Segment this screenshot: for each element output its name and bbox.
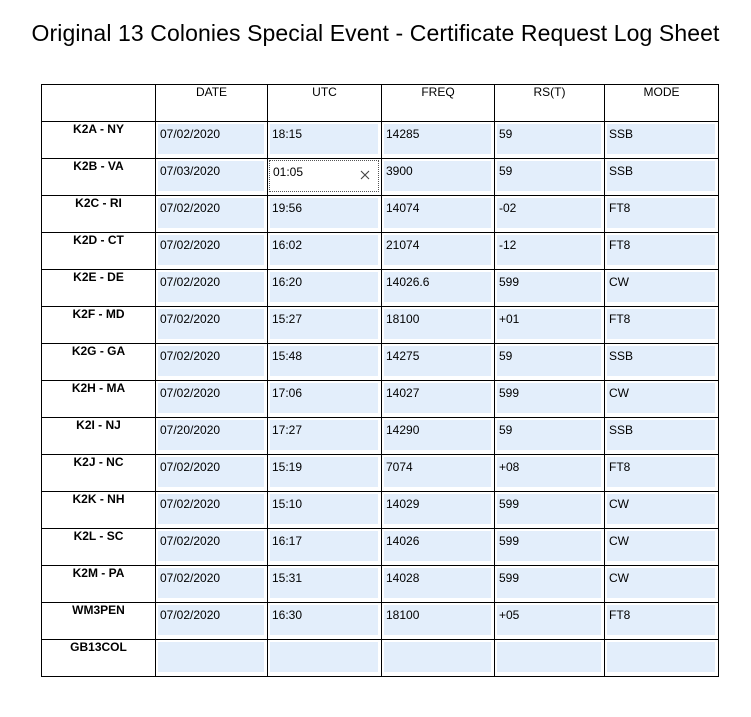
freq-value: 7074 bbox=[386, 460, 413, 474]
date-value: 07/02/2020 bbox=[160, 238, 221, 252]
date-cell bbox=[156, 603, 268, 640]
table-row bbox=[42, 233, 719, 270]
date-value: 07/02/2020 bbox=[160, 312, 221, 326]
log-table bbox=[41, 84, 719, 677]
rst-value: 599 bbox=[499, 571, 520, 585]
table-row bbox=[42, 640, 719, 677]
column-header-freq: FREQ bbox=[382, 85, 495, 122]
mode-field[interactable] bbox=[607, 531, 715, 561]
freq-cell bbox=[382, 566, 495, 603]
station-callsign: K2K - NH bbox=[42, 492, 156, 529]
date-field[interactable] bbox=[158, 309, 264, 339]
utc-field[interactable] bbox=[270, 309, 378, 339]
utc-cell bbox=[268, 307, 382, 344]
header-row bbox=[42, 85, 719, 122]
freq-cell bbox=[382, 122, 495, 159]
freq-field[interactable] bbox=[384, 383, 491, 413]
mode-field[interactable] bbox=[607, 568, 715, 598]
utc-field[interactable] bbox=[270, 420, 378, 450]
freq-cell bbox=[382, 381, 495, 418]
utc-value: 17:27 bbox=[272, 423, 303, 437]
station-callsign: K2F - MD bbox=[42, 307, 156, 344]
rst-cell bbox=[495, 122, 605, 159]
freq-field[interactable] bbox=[384, 531, 491, 561]
utc-value: 15:27 bbox=[272, 312, 303, 326]
utc-value: 18:15 bbox=[272, 127, 303, 141]
freq-field[interactable] bbox=[384, 124, 491, 154]
utc-field[interactable] bbox=[270, 272, 378, 302]
freq-field[interactable] bbox=[384, 198, 491, 228]
utc-cell bbox=[268, 566, 382, 603]
rst-value: +01 bbox=[499, 312, 520, 326]
date-cell bbox=[156, 307, 268, 344]
date-cell bbox=[156, 122, 268, 159]
utc-field[interactable] bbox=[270, 568, 378, 598]
freq-cell bbox=[382, 159, 495, 196]
table-row bbox=[42, 381, 719, 418]
table-row bbox=[42, 492, 719, 529]
utc-field[interactable] bbox=[270, 383, 378, 413]
table-row bbox=[42, 455, 719, 492]
mode-field[interactable] bbox=[607, 198, 715, 228]
mode-field[interactable] bbox=[607, 161, 715, 191]
rst-cell bbox=[495, 529, 605, 566]
rst-cell bbox=[495, 381, 605, 418]
rst-field[interactable] bbox=[497, 124, 601, 154]
date-value: 07/02/2020 bbox=[160, 349, 221, 363]
date-field[interactable] bbox=[158, 161, 264, 191]
rst-field[interactable] bbox=[497, 457, 601, 487]
station-callsign: K2L - SC bbox=[42, 529, 156, 566]
freq-cell bbox=[382, 529, 495, 566]
freq-cell bbox=[382, 455, 495, 492]
freq-value: 14026.6 bbox=[386, 275, 430, 289]
date-value: 07/02/2020 bbox=[160, 497, 221, 511]
rst-cell bbox=[495, 344, 605, 381]
table-row bbox=[42, 603, 719, 640]
utc-field[interactable] bbox=[270, 124, 378, 154]
mode-field[interactable] bbox=[607, 457, 715, 487]
utc-cell bbox=[268, 344, 382, 381]
utc-value: 16:20 bbox=[272, 275, 303, 289]
freq-field[interactable] bbox=[384, 605, 491, 635]
date-cell bbox=[156, 640, 268, 677]
freq-value: 14026 bbox=[386, 534, 420, 548]
column-header-rst: RS(T) bbox=[495, 85, 605, 122]
table-row bbox=[42, 566, 719, 603]
rst-field[interactable] bbox=[497, 235, 601, 265]
rst-cell bbox=[495, 455, 605, 492]
station-callsign: K2E - DE bbox=[42, 270, 156, 307]
utc-value: 01:05 bbox=[273, 165, 304, 179]
rst-field[interactable] bbox=[497, 605, 601, 635]
rst-cell bbox=[495, 418, 605, 455]
mode-value: SSB bbox=[609, 127, 634, 141]
mode-cell bbox=[605, 492, 719, 529]
mode-value: CW bbox=[609, 386, 629, 400]
utc-cell bbox=[268, 529, 382, 566]
rst-field[interactable] bbox=[497, 531, 601, 561]
utc-value: 15:19 bbox=[272, 460, 303, 474]
mode-value: CW bbox=[609, 275, 629, 289]
utc-value: 16:17 bbox=[272, 534, 303, 548]
date-field[interactable] bbox=[158, 124, 264, 154]
rst-value: 599 bbox=[499, 534, 520, 548]
rst-field[interactable] bbox=[497, 161, 601, 191]
freq-value: 14028 bbox=[386, 571, 420, 585]
freq-cell bbox=[382, 492, 495, 529]
date-field[interactable] bbox=[158, 494, 264, 524]
mode-cell bbox=[605, 418, 719, 455]
utc-value: 15:10 bbox=[272, 497, 303, 511]
mode-cell bbox=[605, 455, 719, 492]
rst-value: -02 bbox=[499, 201, 517, 215]
freq-value: 14074 bbox=[386, 201, 420, 215]
utc-value: 17:06 bbox=[272, 386, 303, 400]
mode-value: CW bbox=[609, 534, 629, 548]
date-cell bbox=[156, 566, 268, 603]
rst-value: 59 bbox=[499, 127, 513, 141]
date-field[interactable] bbox=[158, 531, 264, 561]
freq-value: 18100 bbox=[386, 608, 420, 622]
utc-cell bbox=[268, 122, 382, 159]
mode-cell bbox=[605, 566, 719, 603]
freq-value: 21074 bbox=[386, 238, 420, 252]
mode-value: SSB bbox=[609, 349, 634, 363]
mode-cell bbox=[605, 196, 719, 233]
rst-value: +08 bbox=[499, 460, 520, 474]
table-row bbox=[42, 159, 719, 196]
station-callsign: K2M - PA bbox=[42, 566, 156, 603]
date-value: 07/20/2020 bbox=[160, 423, 221, 437]
utc-field[interactable] bbox=[270, 346, 378, 376]
freq-field[interactable] bbox=[384, 235, 491, 265]
date-field[interactable] bbox=[158, 272, 264, 302]
date-field[interactable] bbox=[158, 605, 264, 635]
rst-value: +05 bbox=[499, 608, 520, 622]
freq-cell bbox=[382, 418, 495, 455]
close-icon[interactable] bbox=[360, 170, 370, 180]
column-header-station bbox=[42, 85, 156, 122]
rst-field[interactable] bbox=[497, 420, 601, 450]
date-cell bbox=[156, 159, 268, 196]
freq-field[interactable] bbox=[384, 161, 491, 191]
utc-field[interactable] bbox=[270, 605, 378, 635]
table-row bbox=[42, 529, 719, 566]
station-callsign: WM3PEN bbox=[42, 603, 156, 640]
mode-cell bbox=[605, 381, 719, 418]
date-cell bbox=[156, 455, 268, 492]
date-cell bbox=[156, 270, 268, 307]
rst-value: 599 bbox=[499, 275, 520, 289]
mode-value: FT8 bbox=[609, 238, 631, 252]
mode-cell bbox=[605, 233, 719, 270]
utc-cell bbox=[268, 492, 382, 529]
date-value: 07/02/2020 bbox=[160, 534, 221, 548]
page-title: Original 13 Colonies Special Event - Certificate Request Log Sheet bbox=[31, 20, 720, 46]
utc-field[interactable] bbox=[270, 642, 378, 672]
rst-field[interactable] bbox=[497, 568, 601, 598]
freq-field[interactable] bbox=[384, 494, 491, 524]
station-callsign: K2J - NC bbox=[42, 455, 156, 492]
rst-cell bbox=[495, 270, 605, 307]
mode-value: SSB bbox=[609, 164, 634, 178]
date-value: 07/02/2020 bbox=[160, 386, 221, 400]
mode-value: FT8 bbox=[609, 460, 631, 474]
freq-field[interactable] bbox=[384, 568, 491, 598]
rst-field[interactable] bbox=[497, 272, 601, 302]
freq-cell bbox=[382, 196, 495, 233]
rst-cell bbox=[495, 492, 605, 529]
date-cell bbox=[156, 492, 268, 529]
utc-cell bbox=[268, 603, 382, 640]
station-callsign: K2C - RI bbox=[42, 196, 156, 233]
date-value: 07/02/2020 bbox=[160, 201, 221, 215]
freq-cell bbox=[382, 270, 495, 307]
utc-value: 16:02 bbox=[272, 238, 303, 252]
table-row bbox=[42, 122, 719, 159]
station-callsign: K2B - VA bbox=[42, 159, 156, 196]
station-callsign: GB13COL bbox=[42, 640, 156, 677]
rst-cell bbox=[495, 196, 605, 233]
mode-field[interactable] bbox=[607, 494, 715, 524]
utc-cell bbox=[268, 418, 382, 455]
freq-cell bbox=[382, 307, 495, 344]
mode-field[interactable] bbox=[607, 272, 715, 302]
station-callsign: K2I - NJ bbox=[42, 418, 156, 455]
rst-cell bbox=[495, 233, 605, 270]
mode-value: FT8 bbox=[609, 608, 631, 622]
freq-value: 18100 bbox=[386, 312, 420, 326]
date-cell bbox=[156, 196, 268, 233]
date-field[interactable] bbox=[158, 235, 264, 265]
rst-value: 59 bbox=[499, 349, 513, 363]
mode-field[interactable] bbox=[607, 605, 715, 635]
freq-field[interactable] bbox=[384, 420, 491, 450]
mode-value: SSB bbox=[609, 423, 634, 437]
utc-cell bbox=[268, 196, 382, 233]
mode-field[interactable] bbox=[607, 235, 715, 265]
rst-cell bbox=[495, 640, 605, 677]
mode-cell bbox=[605, 529, 719, 566]
freq-field[interactable] bbox=[384, 457, 491, 487]
utc-field[interactable] bbox=[270, 494, 378, 524]
date-value: 07/03/2020 bbox=[160, 164, 221, 178]
mode-cell bbox=[605, 603, 719, 640]
utc-cell bbox=[268, 270, 382, 307]
date-cell bbox=[156, 529, 268, 566]
mode-field[interactable] bbox=[607, 346, 715, 376]
rst-field[interactable] bbox=[497, 198, 601, 228]
date-cell bbox=[156, 418, 268, 455]
date-value: 07/02/2020 bbox=[160, 460, 221, 474]
mode-cell bbox=[605, 344, 719, 381]
freq-value: 14275 bbox=[386, 349, 420, 363]
utc-cell bbox=[268, 233, 382, 270]
freq-value: 14290 bbox=[386, 423, 420, 437]
column-header-utc: UTC bbox=[268, 85, 382, 122]
date-value: 07/02/2020 bbox=[160, 571, 221, 585]
rst-value: 59 bbox=[499, 164, 513, 178]
rst-cell bbox=[495, 566, 605, 603]
utc-value: 16:30 bbox=[272, 608, 303, 622]
mode-cell bbox=[605, 307, 719, 344]
freq-field[interactable] bbox=[384, 346, 491, 376]
utc-value: 15:31 bbox=[272, 571, 303, 585]
mode-field[interactable] bbox=[607, 309, 715, 339]
rst-field[interactable] bbox=[497, 346, 601, 376]
utc-field[interactable] bbox=[270, 457, 378, 487]
station-callsign: K2D - CT bbox=[42, 233, 156, 270]
mode-value: FT8 bbox=[609, 201, 631, 215]
rst-field[interactable] bbox=[497, 309, 601, 339]
rst-cell bbox=[495, 307, 605, 344]
date-field[interactable] bbox=[158, 383, 264, 413]
rst-field[interactable] bbox=[497, 494, 601, 524]
mode-value: FT8 bbox=[609, 312, 631, 326]
freq-value: 14029 bbox=[386, 497, 420, 511]
mode-field[interactable] bbox=[607, 420, 715, 450]
utc-field[interactable] bbox=[269, 160, 379, 192]
rst-value: 599 bbox=[499, 386, 520, 400]
station-callsign: K2G - GA bbox=[42, 344, 156, 381]
date-field[interactable] bbox=[158, 642, 264, 672]
utc-field[interactable] bbox=[270, 531, 378, 561]
freq-value: 14285 bbox=[386, 127, 420, 141]
rst-value: 599 bbox=[499, 497, 520, 511]
freq-field[interactable] bbox=[384, 642, 491, 672]
mode-cell bbox=[605, 640, 719, 677]
freq-cell bbox=[382, 640, 495, 677]
rst-field[interactable] bbox=[497, 383, 601, 413]
mode-cell bbox=[605, 270, 719, 307]
freq-value: 3900 bbox=[386, 164, 413, 178]
column-header-date: DATE bbox=[156, 85, 268, 122]
date-field[interactable] bbox=[158, 568, 264, 598]
column-header-mode: MODE bbox=[605, 85, 719, 122]
utc-cell bbox=[268, 640, 382, 677]
table-row bbox=[42, 344, 719, 381]
utc-value: 15:48 bbox=[272, 349, 303, 363]
date-cell bbox=[156, 344, 268, 381]
mode-field[interactable] bbox=[607, 124, 715, 154]
utc-value: 19:56 bbox=[272, 201, 303, 215]
date-value: 07/02/2020 bbox=[160, 608, 221, 622]
rst-value: 59 bbox=[499, 423, 513, 437]
table-row bbox=[42, 270, 719, 307]
freq-field[interactable] bbox=[384, 309, 491, 339]
rst-cell bbox=[495, 159, 605, 196]
station-callsign: K2H - MA bbox=[42, 381, 156, 418]
mode-field[interactable] bbox=[607, 383, 715, 413]
rst-cell bbox=[495, 603, 605, 640]
freq-cell bbox=[382, 344, 495, 381]
utc-cell bbox=[268, 455, 382, 492]
date-cell bbox=[156, 233, 268, 270]
date-cell bbox=[156, 381, 268, 418]
mode-cell bbox=[605, 122, 719, 159]
utc-field[interactable] bbox=[270, 198, 378, 228]
freq-cell bbox=[382, 603, 495, 640]
mode-field[interactable] bbox=[607, 642, 715, 672]
date-field[interactable] bbox=[158, 198, 264, 228]
mode-value: CW bbox=[609, 571, 629, 585]
mode-cell bbox=[605, 159, 719, 196]
freq-cell bbox=[382, 233, 495, 270]
utc-cell bbox=[268, 381, 382, 418]
station-callsign: K2A - NY bbox=[42, 122, 156, 159]
table-row bbox=[42, 196, 719, 233]
date-value: 07/02/2020 bbox=[160, 275, 221, 289]
date-field[interactable] bbox=[158, 420, 264, 450]
rst-value: -12 bbox=[499, 238, 517, 252]
table-row bbox=[42, 418, 719, 455]
freq-field[interactable] bbox=[384, 272, 491, 302]
table-row bbox=[42, 307, 719, 344]
date-field[interactable] bbox=[158, 346, 264, 376]
rst-field[interactable] bbox=[497, 642, 601, 672]
utc-cell bbox=[268, 159, 382, 196]
date-field[interactable] bbox=[158, 457, 264, 487]
utc-field[interactable] bbox=[270, 235, 378, 265]
date-value: 07/02/2020 bbox=[160, 127, 221, 141]
mode-value: CW bbox=[609, 497, 629, 511]
freq-value: 14027 bbox=[386, 386, 420, 400]
